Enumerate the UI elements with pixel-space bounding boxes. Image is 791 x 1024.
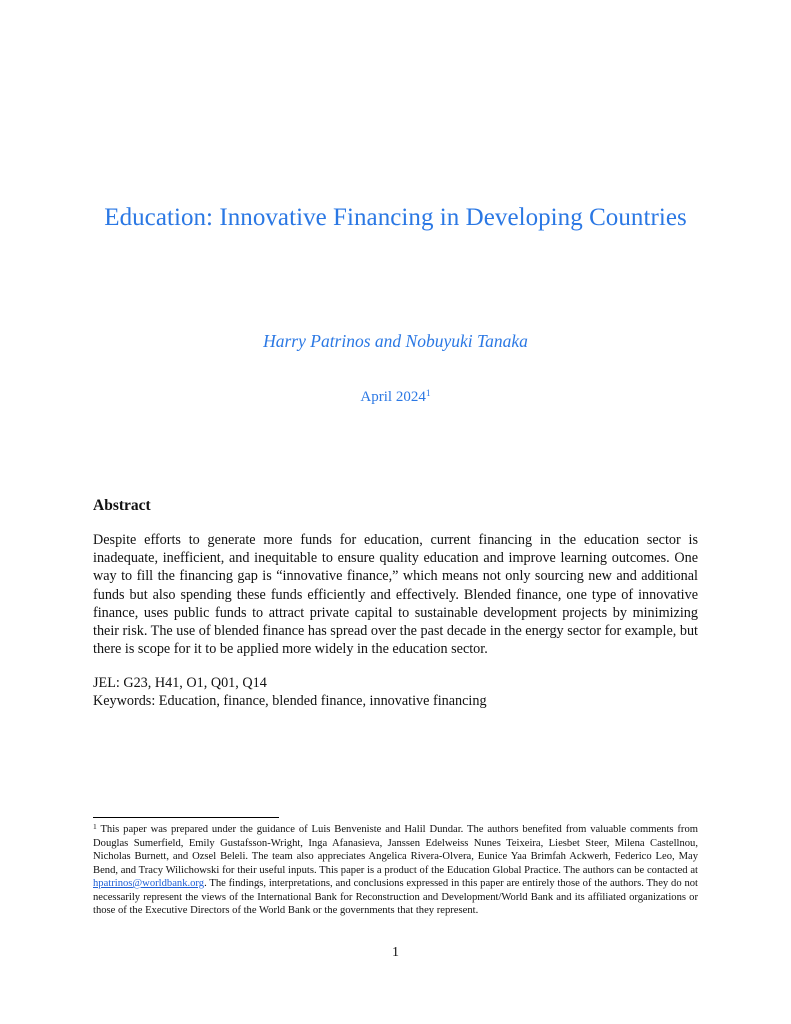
paper-date-line <box>40 386 751 408</box>
footnote <box>93 823 698 918</box>
paper-date: April 2024 <box>360 389 426 405</box>
author-email-link[interactable]: hpatrinos@worldbank.org <box>93 878 205 889</box>
keywords: Keywords: Education, finance, blended finance, innovative financing <box>93 693 487 709</box>
footnote-text-before-link: This paper was prepared under the guidance of Luis Benveniste and Halil Dundar. The authors benefited from valuable comments from Douglas Sumerfield, Emily Gustafsson-Wright, Inga Afanasieva, Janssen Edelweiss Nunes Teixeira, Liesbet Steer, Milena Castellnou, Nicholas Burnett, and Ozsel Beleli. The team also appreciates Angelica Rivera-Olvera, Eunice Yaa Brimfah Ackwerh, Federico Leo, May Bend, and Tracy Wilichowski for their useful inputs. This paper is a product of the Education Global Practice. The authors can be contacted at <box>93 824 698 876</box>
paper-authors: Harry Patrinos and Nobuyuki Tanaka <box>263 331 528 351</box>
abstract-heading: Abstract <box>93 497 151 514</box>
date-footnote-marker[interactable]: 1 <box>425 389 431 399</box>
footnote-divider <box>93 817 279 818</box>
footnote-text-after-link: . The findings, interpretations, and conclusions expressed in this paper are entirely those of the authors. They do not necessarily represent the views of the International Bank for Reconstruction and Development/World Bank and its affiliated organizations or those of the Executive Directors of the World Bank or the governments that they represent. <box>93 878 698 916</box>
paper-title: Education: Innovative Financing in Developing Countries <box>104 204 687 231</box>
footnote-marker: 1 <box>93 822 97 831</box>
jel-codes: JEL: G23, H41, O1, Q01, Q14 <box>93 675 267 691</box>
abstract-text: Despite efforts to generate more funds for education, current financing in the education sector is inadequate, inefficient, and inequitable to ensure quality education and improve learning outcomes. One way to fill the financing gap is “innovative finance,” which means not only sourcing new and additional funds but also spending these funds efficiently and effectively. Blended finance, one type of innovative finance, uses public funds to attract private capital to sustainable development projects by minimizing their risk. The use of blended finance has spread over the past decade in the energy sector for example, but there is scope for it to be applied more widely in the education sector. <box>93 532 698 658</box>
page-number: 1 <box>392 945 399 960</box>
